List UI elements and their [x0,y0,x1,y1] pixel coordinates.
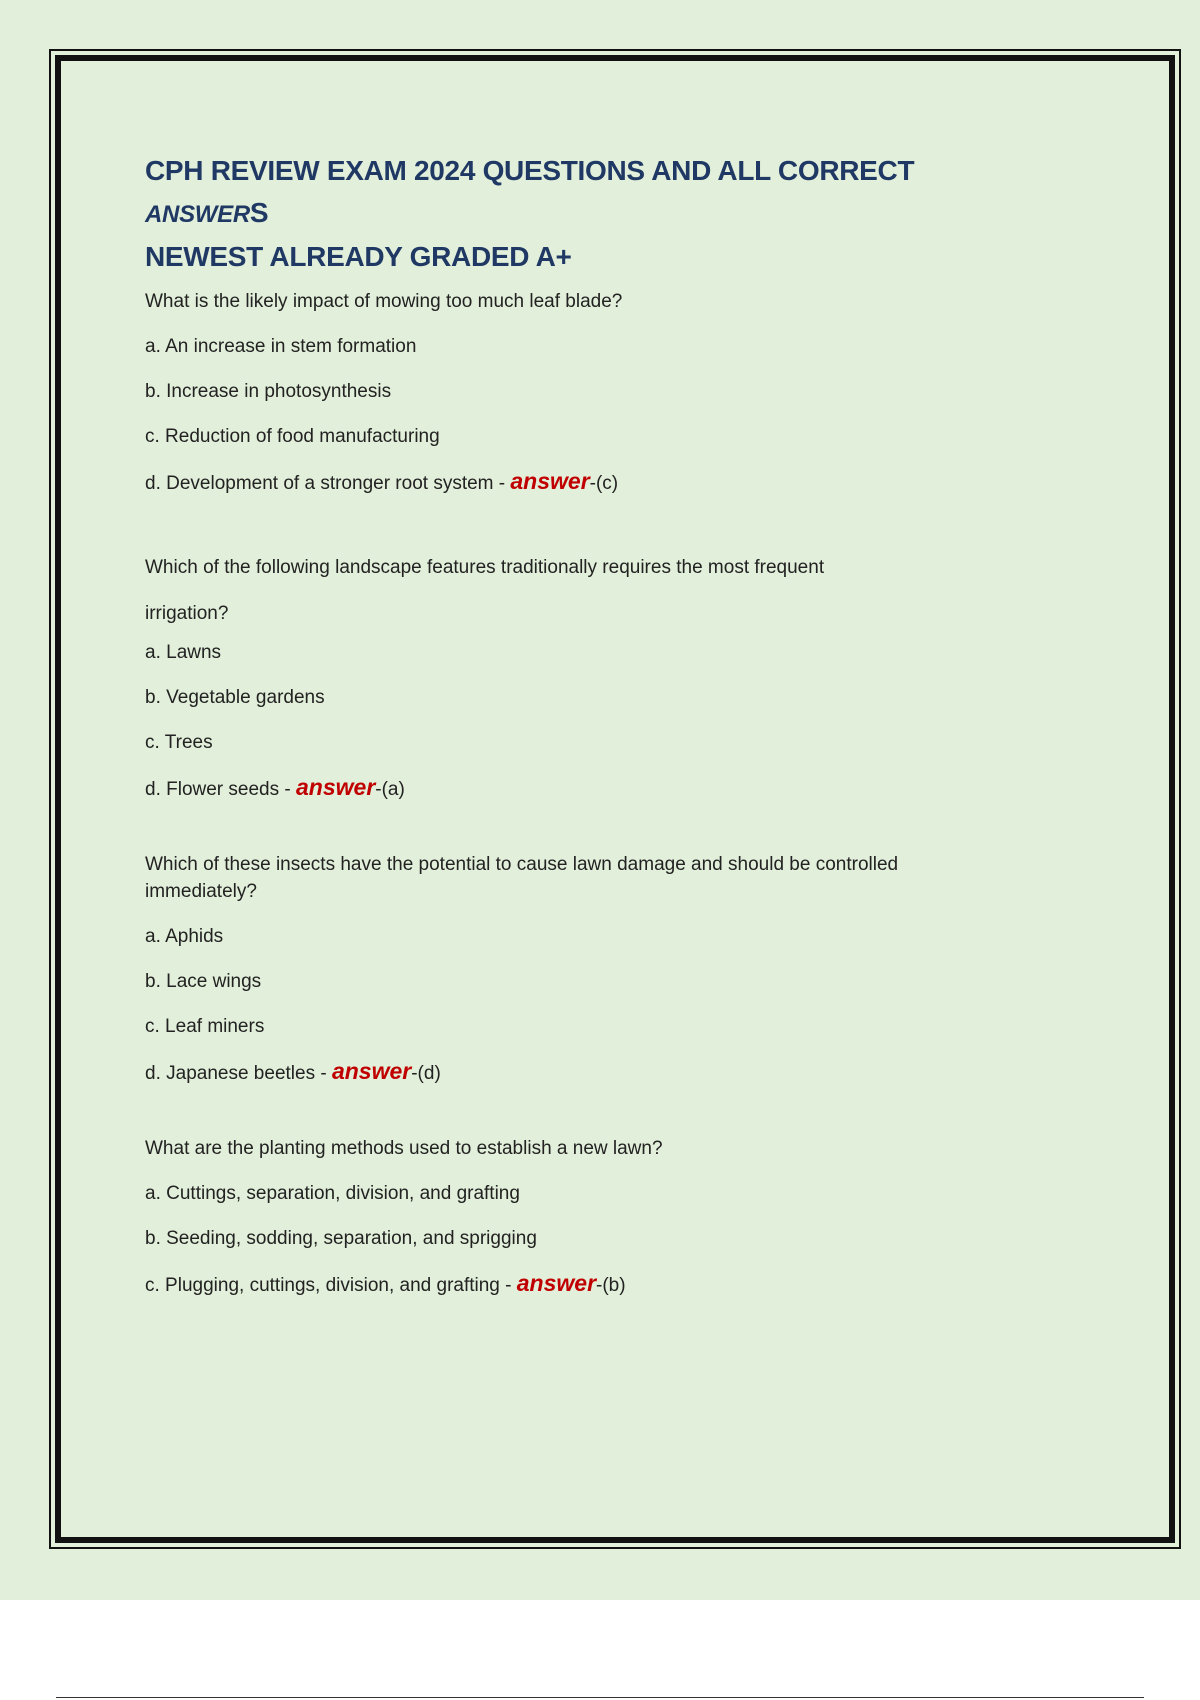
answer-value: -(a) [375,779,405,800]
question-text: What are the planting methods used to establish a new lawn? [145,1138,663,1159]
question-text [145,851,1045,905]
question-text-line2: irrigation? [145,603,229,624]
answer-value: -(d) [411,1063,441,1084]
option-a: a. Lawns [145,642,222,663]
option-a: a. Aphids [145,926,224,947]
question-text [145,545,1045,637]
document-title [145,150,1045,278]
option-a: a. An increase in stem formation [145,336,417,357]
option-a: a. Cuttings, separation, division, and grafting [145,1183,520,1204]
option-d-with-answer [145,1058,1045,1087]
option-d: d. Flower seeds - [145,779,296,800]
document-body [145,150,1045,1347]
option-d: d. Japanese beetles - [145,1063,332,1084]
option-b: b. Lace wings [145,971,262,992]
option-b: b. Increase in photosynthesis [145,381,392,402]
question-text-line1: Which of these insects have the potential to cause lawn damage and should be controlled [145,854,899,875]
title-line1-end: S [249,197,269,228]
footer-rule [56,1697,1144,1698]
answer-label: answer [510,468,590,494]
question-3 [145,851,1045,1087]
option-c-with-answer [145,1270,1045,1299]
title-line2: NEWEST ALREADY GRADED A+ [145,241,572,272]
option-d-with-answer [145,774,1045,803]
answer-value: -(b) [596,1275,626,1296]
answer-label: answer [331,1058,412,1084]
answer-value: -(c) [589,473,619,494]
question-text-line2: immediately? [145,881,257,902]
option-c: c. Trees [145,732,213,753]
question-4 [145,1135,1045,1299]
question-1 [145,288,1045,497]
option-b: b. Seeding, sodding, separation, and sprigging [145,1228,537,1249]
option-c: c. Reduction of food manufacturing [145,426,440,447]
question-text-line1: Which of the following landscape features traditionally requires the most frequent [145,557,825,578]
option-d-with-answer [145,468,1045,497]
question-2 [145,545,1045,803]
option-c: c. Plugging, cuttings, division, and grafting - [145,1275,517,1296]
option-d: d. Development of a stronger root system - [145,473,511,494]
option-c: c. Leaf miners [145,1016,265,1037]
answer-label: answer [296,774,376,800]
option-b: b. Vegetable gardens [145,687,325,708]
question-text: What is the likely impact of mowing too much leaf blade? [145,291,623,312]
title-line1-italic: ANSWER [145,201,250,228]
answer-label: answer [516,1270,597,1296]
title-line1-main: CPH REVIEW EXAM 2024 QUESTIONS AND ALL CORRECT [145,155,915,186]
